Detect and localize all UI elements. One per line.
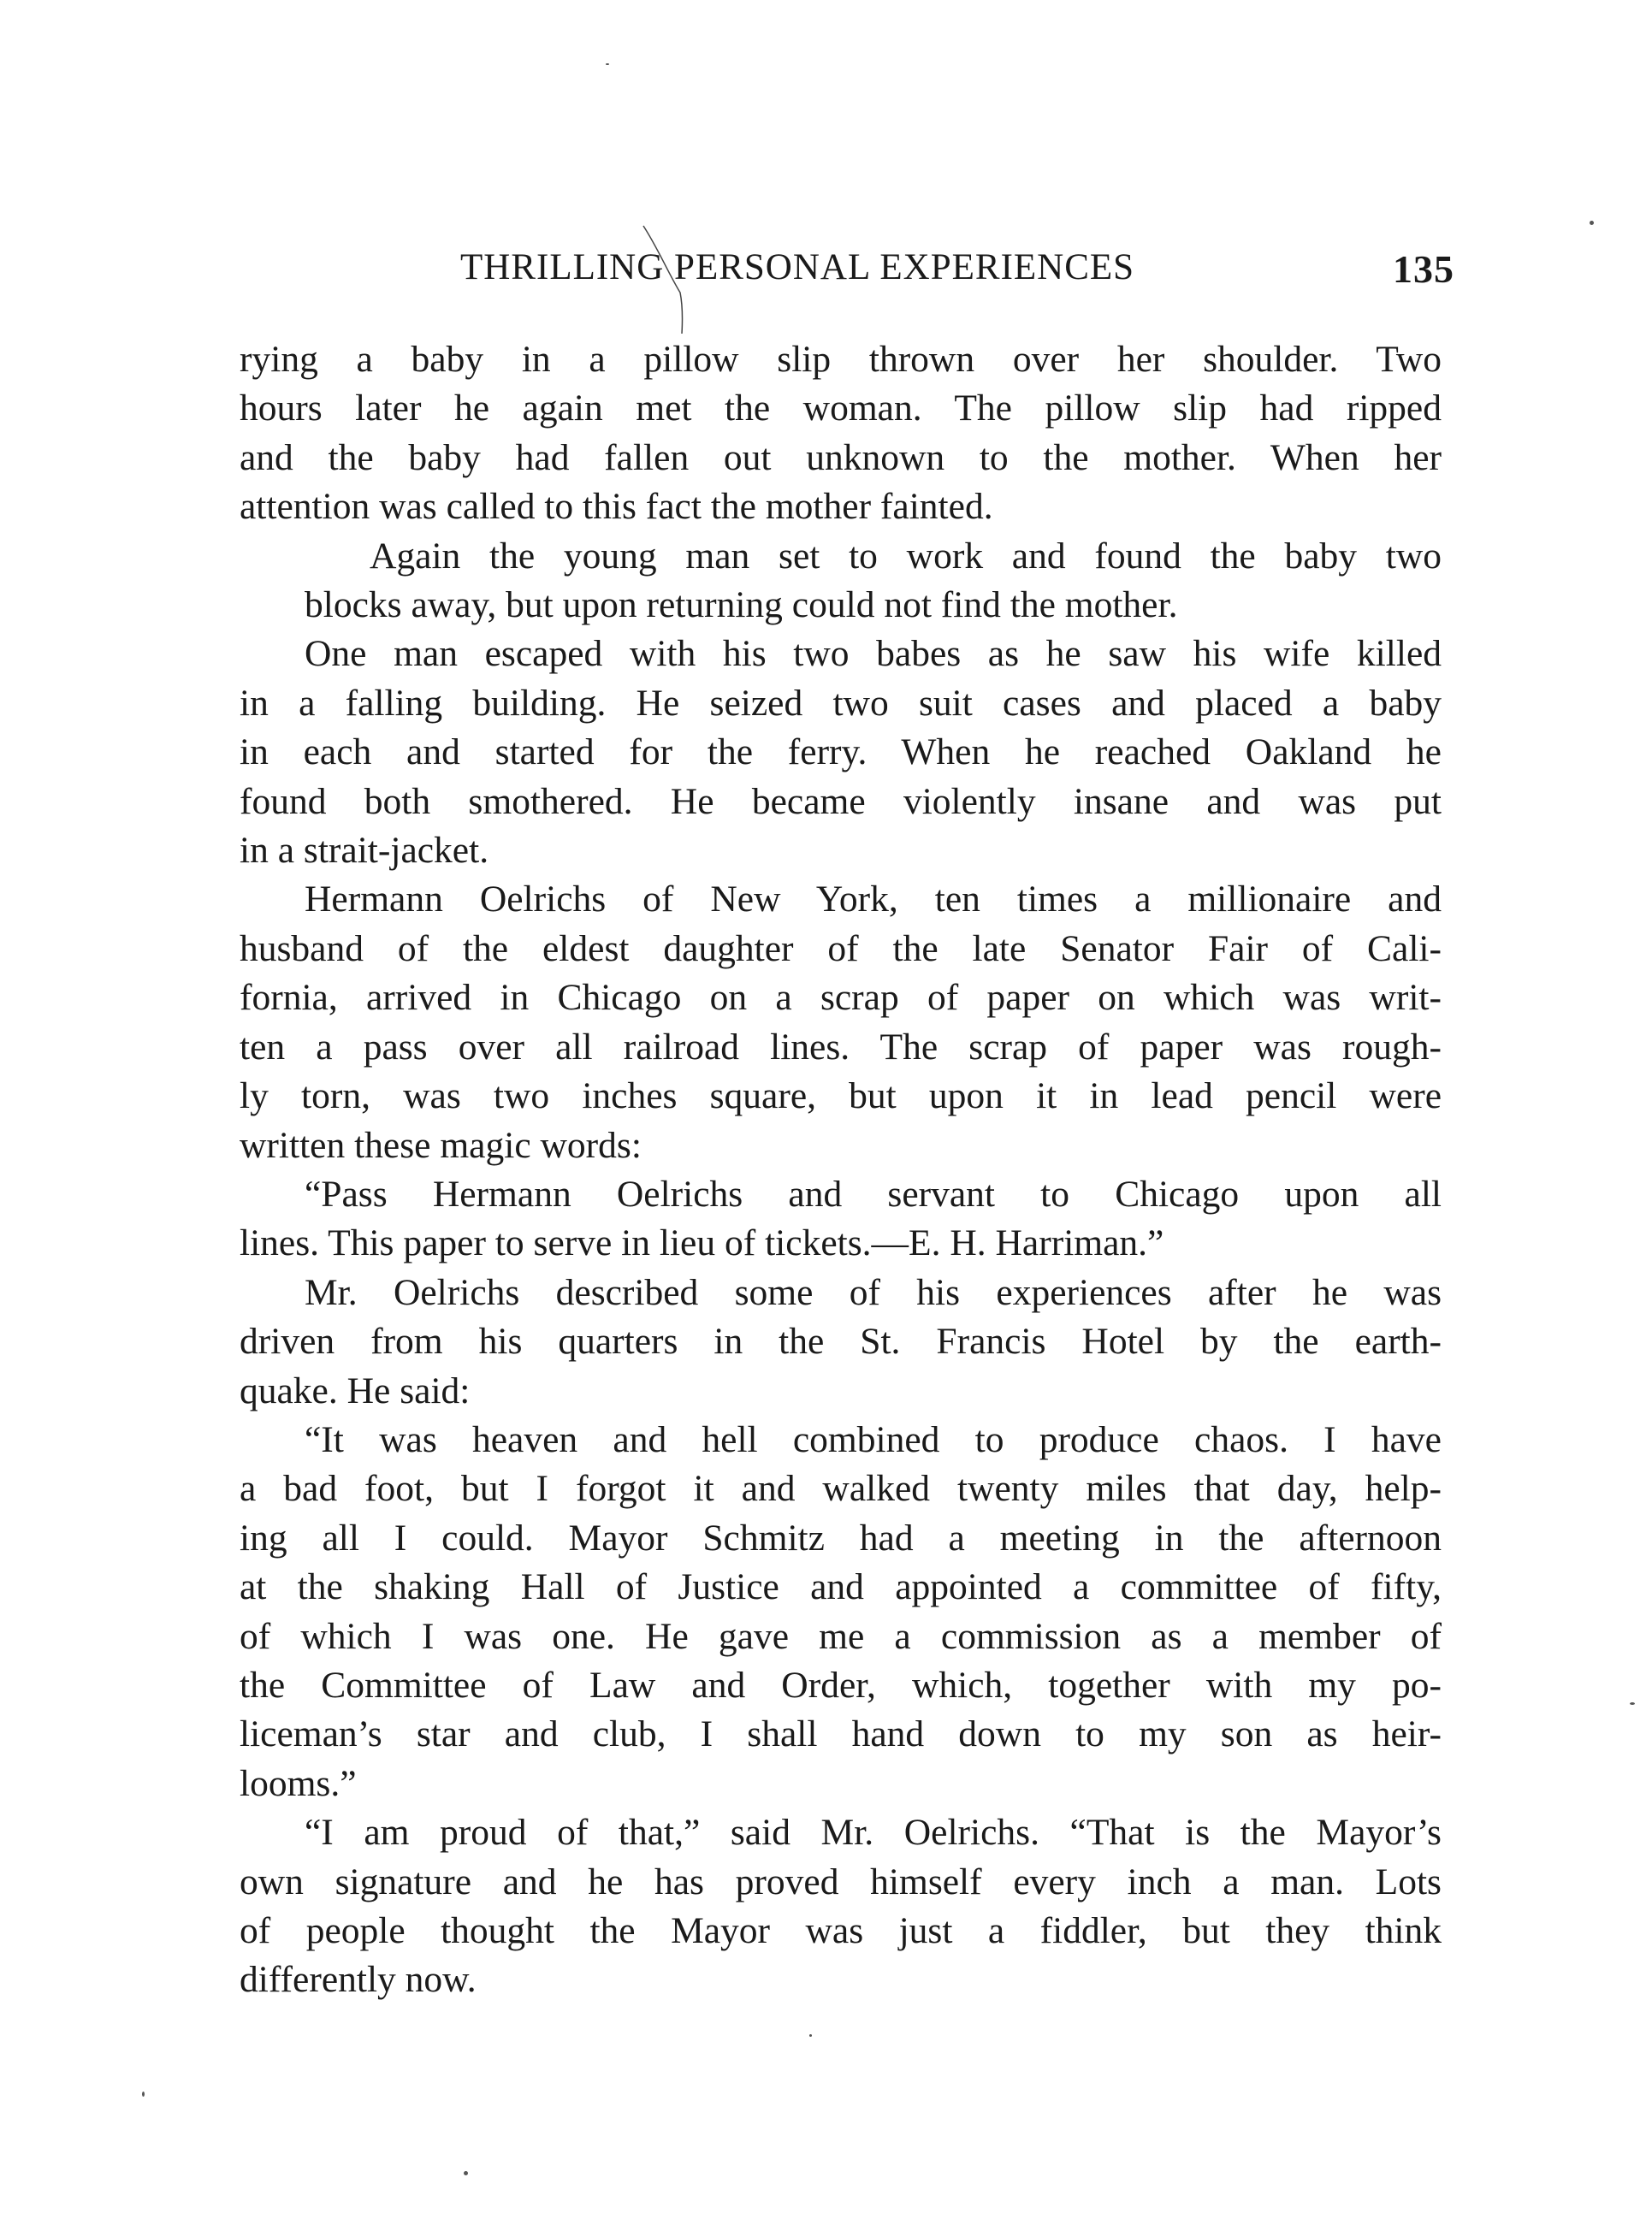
- scan-speck: [464, 2171, 468, 2175]
- text-line: hours later he again met the woman. The pillow slip had ripped: [240, 388, 1442, 429]
- scan-speck: [809, 2034, 812, 2037]
- paragraph: [240, 875, 1442, 1169]
- text-line: a bad foot, but I forgot it and walked twenty miles that day, help-: [240, 1468, 1442, 1510]
- text-line: of which I was one. He gave me a commission as a member of: [240, 1615, 1442, 1657]
- text-line: looms.”: [240, 1762, 357, 1804]
- text-line: Again the young man set to work and found the baby two: [370, 535, 1442, 577]
- running-head: [240, 246, 1465, 298]
- text-line: own signature and he has proved himself every inch a man. Lots: [240, 1861, 1442, 1902]
- scan-speck: [606, 63, 609, 65]
- text-line: attention was called to this fact the mother fainted.: [240, 486, 993, 528]
- page-number: 135: [1393, 247, 1454, 291]
- text-line: in each and started for the ferry. When he reached Oakland he: [240, 731, 1442, 773]
- text-line: found both smothered. He became violently insane and was put: [240, 780, 1442, 822]
- text-line: blocks away, but upon returning could not find the mother.: [305, 584, 1178, 626]
- scan-speck: [1630, 1702, 1635, 1705]
- text-line: ing all I could. Mayor Schmitz had a meeting in the afternoon: [240, 1517, 1442, 1559]
- text-line: written these magic words:: [240, 1124, 642, 1166]
- text-line: Mr. Oelrichs described some of his experiences after he was: [305, 1271, 1442, 1313]
- text-line: lines. This paper to serve in lieu of tickets.—E. H. Harriman.”: [240, 1222, 1164, 1264]
- text-line: rying a baby in a pillow slip thrown over her shoulder. Two: [240, 339, 1442, 380]
- text-line: ly torn, was two inches square, but upon it in lead pencil were: [240, 1075, 1442, 1117]
- text-line: “It was heaven and hell combined to produce chaos. I have: [305, 1418, 1442, 1460]
- text-line: fornia, arrived in Chicago on a scrap of paper on which was writ-: [240, 977, 1442, 1019]
- text-line: of people thought the Mayor was just a fiddler, but they think: [240, 1910, 1442, 1951]
- paragraph: [240, 532, 1442, 630]
- text-line: in a falling building. He seized two suit cases and placed a baby: [240, 682, 1442, 724]
- text-line: Hermann Oelrichs of New York, ten times a millionaire and: [305, 879, 1442, 920]
- paragraph: [240, 630, 1442, 875]
- text-line: liceman’s star and club, I shall hand down to my son as heir-: [240, 1713, 1442, 1755]
- text-line: “I am proud of that,” said Mr. Oelrichs. “That is the Mayor’s: [305, 1812, 1442, 1854]
- text-line: ten a pass over all railroad lines. The scrap of paper was rough-: [240, 1026, 1442, 1068]
- paragraph: [240, 335, 1442, 532]
- text-line: the Committee of Law and Order, which, together with my po-: [240, 1664, 1442, 1706]
- paragraph: [240, 1170, 1442, 1269]
- scan-speck: [142, 2092, 145, 2097]
- text-line: husband of the eldest daughter of the late Senator Fair of Cali-: [240, 927, 1442, 969]
- scan-speck: [1590, 221, 1594, 225]
- paragraph: [240, 1808, 1442, 2005]
- text-line: and the baby had fallen out unknown to the mother. When her: [240, 436, 1442, 478]
- text-line: quake. He said:: [240, 1370, 471, 1411]
- text-line: in a strait-jacket.: [240, 830, 489, 872]
- paragraph: [240, 1416, 1442, 1808]
- text-line: at the shaking Hall of Justice and appointed a committee of fifty,: [240, 1566, 1442, 1608]
- running-title: THRILLING PERSONAL EXPERIENCES: [460, 247, 1135, 287]
- text-line: driven from his quarters in the St. Francis Hotel by the earth-: [240, 1321, 1442, 1363]
- text-line: “Pass Hermann Oelrichs and servant to Chicago upon all: [305, 1173, 1442, 1215]
- body-text: [240, 335, 1442, 2005]
- text-line: One man escaped with his two babes as he saw his wife killed: [305, 633, 1442, 675]
- text-line: differently now.: [240, 1959, 477, 2001]
- paragraph: [240, 1269, 1442, 1416]
